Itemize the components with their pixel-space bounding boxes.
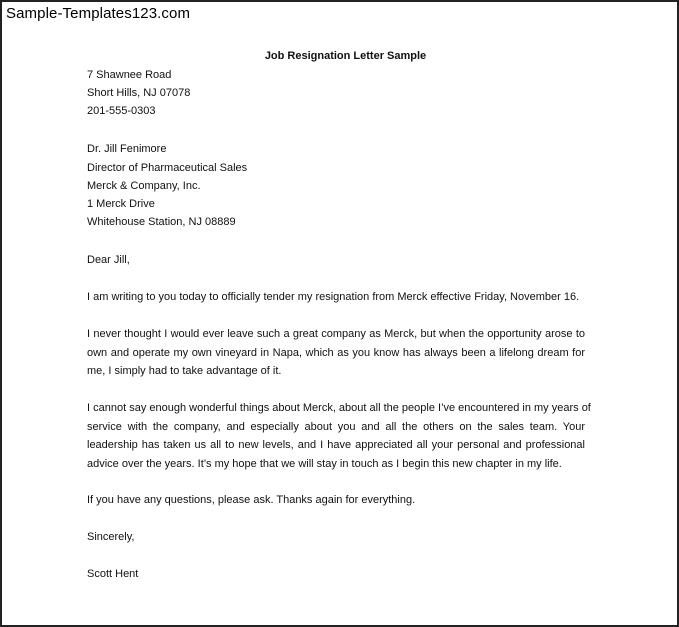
- document-title: Job Resignation Letter Sample: [264, 50, 427, 62]
- paragraph-1-line: I am writing to you today to officially tender my resignation from Merck effective Friday, November 16.: [87, 291, 580, 303]
- paragraph-2: [87, 325, 585, 381]
- paragraph-2-line: I never thought I would ever leave such a great company as Merck, but when the opportunity arose to: [87, 328, 585, 340]
- paragraph-3-line: leadership has taken us all to new levels, and I have appreciated all your personal and professional: [87, 439, 585, 451]
- sender-phone: 201-555-0303: [87, 105, 156, 117]
- paragraph-3-line: service with the company, and especially about you and all the others on the sales team. Your: [87, 420, 585, 433]
- paragraph-3-line: I cannot say enough wonderful things about Merck, about all the people I’ve encountered in my years of: [87, 402, 591, 414]
- paragraph-1: [87, 288, 585, 307]
- recipient-company: Merck & Company, Inc.: [87, 180, 201, 192]
- closing: Sincerely,: [87, 531, 135, 543]
- paragraph-3-line: advice over the years. It’s my hope that we will stay in touch as I begin this new chapter in my life.: [87, 457, 562, 470]
- recipient-city: Whitehouse Station, NJ 08889: [87, 216, 236, 228]
- paragraph-3: [87, 399, 591, 473]
- recipient-street: 1 Merck Drive: [87, 198, 155, 210]
- salutation: Dear Jill,: [87, 254, 130, 266]
- paragraph-2-line: me, I simply had to take advantage of it.: [87, 365, 282, 377]
- recipient-name: Dr. Jill Fenimore: [87, 143, 167, 155]
- signature-name: Scott Hent: [87, 568, 139, 580]
- site-watermark: Sample-Templates123.com: [6, 5, 191, 22]
- paragraph-4: [87, 491, 585, 510]
- paragraph-4-line: If you have any questions, please ask. Thanks again for everything.: [87, 494, 416, 506]
- paragraph-2-line: own and operate my own vineyard in Napa, which as you know has always been a lifelong dream for: [87, 346, 585, 359]
- sender-city: Short Hills, NJ 07078: [87, 87, 191, 99]
- sender-street: 7 Shawnee Road: [87, 69, 172, 81]
- recipient-title: Director of Pharmaceutical Sales: [87, 162, 248, 174]
